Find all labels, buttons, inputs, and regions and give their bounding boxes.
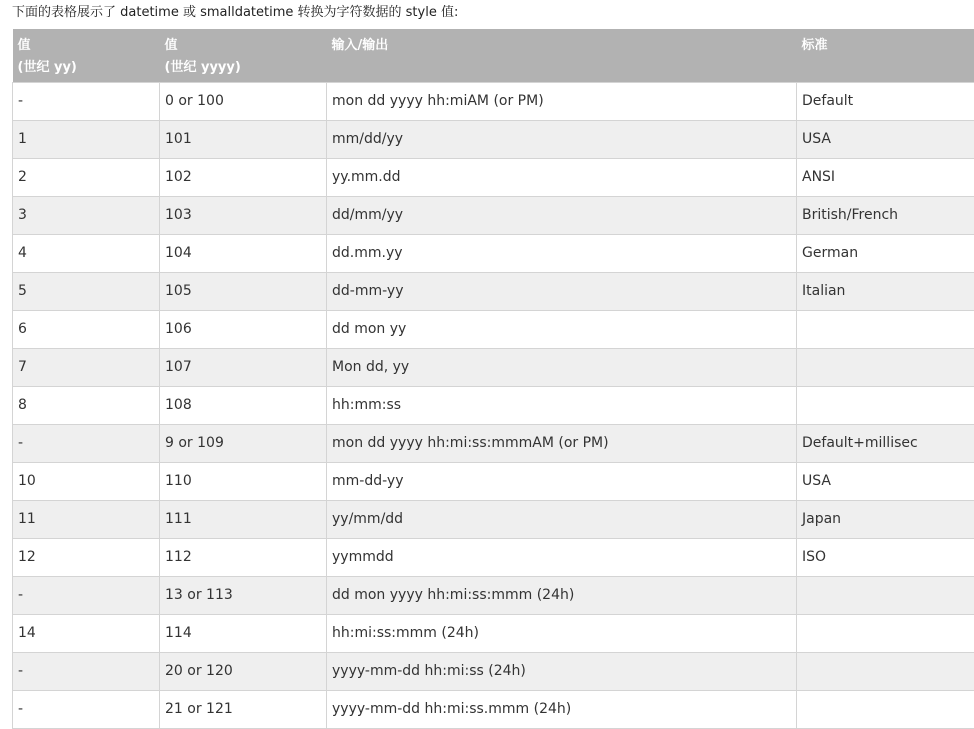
cell-input-output: Mon dd, yy <box>327 348 797 386</box>
cell-input-output: mm-dd-yy <box>327 462 797 500</box>
cell-century-yyyy: 104 <box>160 234 327 272</box>
cell-century-yyyy: 114 <box>160 614 327 652</box>
header-century-yyyy-line2: (世纪 yyyy) <box>164 60 241 75</box>
cell-century-yyyy: 105 <box>160 272 327 310</box>
cell-standard <box>797 348 974 386</box>
table-row <box>13 690 974 728</box>
cell-standard <box>797 652 974 690</box>
table-body <box>13 82 974 728</box>
cell-input-output: yy.mm.dd <box>327 158 797 196</box>
cell-century-yy: 11 <box>13 500 160 538</box>
cell-century-yyyy: 0 or 100 <box>160 82 327 120</box>
cell-century-yy: 14 <box>13 614 160 652</box>
table-row <box>13 348 974 386</box>
cell-century-yyyy: 103 <box>160 196 327 234</box>
header-century-yyyy <box>160 29 327 82</box>
header-input-output <box>327 29 797 82</box>
header-century-yyyy-line1: 值 <box>164 38 178 53</box>
cell-standard: German <box>797 234 974 272</box>
cell-century-yy: - <box>13 424 160 462</box>
table-row <box>13 272 974 310</box>
cell-century-yyyy: 112 <box>160 538 327 576</box>
cell-century-yy: 1 <box>13 120 160 158</box>
cell-input-output: hh:mm:ss <box>327 386 797 424</box>
cell-input-output: yymmdd <box>327 538 797 576</box>
cell-standard: ISO <box>797 538 974 576</box>
cell-century-yy: 5 <box>13 272 160 310</box>
cell-century-yy: 8 <box>13 386 160 424</box>
cell-century-yyyy: 102 <box>160 158 327 196</box>
cell-standard: Italian <box>797 272 974 310</box>
cell-century-yy: 2 <box>13 158 160 196</box>
header-row <box>13 29 974 82</box>
table-row <box>13 196 974 234</box>
cell-century-yy: - <box>13 690 160 728</box>
cell-century-yyyy: 20 or 120 <box>160 652 327 690</box>
cell-standard: British/French <box>797 196 974 234</box>
cell-century-yyyy: 106 <box>160 310 327 348</box>
header-century-yy <box>13 29 160 82</box>
cell-century-yy: - <box>13 652 160 690</box>
cell-century-yyyy: 111 <box>160 500 327 538</box>
cell-century-yy: 4 <box>13 234 160 272</box>
cell-century-yyyy: 107 <box>160 348 327 386</box>
cell-input-output: hh:mi:ss:mmm (24h) <box>327 614 797 652</box>
cell-standard: USA <box>797 120 974 158</box>
cell-standard <box>797 614 974 652</box>
table-row <box>13 424 974 462</box>
cell-input-output: dd mon yyyy hh:mi:ss:mmm (24h) <box>327 576 797 614</box>
table-row <box>13 120 974 158</box>
cell-input-output: yyyy-mm-dd hh:mi:ss.mmm (24h) <box>327 690 797 728</box>
header-century-yy-line2: (世纪 yy) <box>17 60 77 75</box>
cell-standard: Japan <box>797 500 974 538</box>
cell-input-output: dd/mm/yy <box>327 196 797 234</box>
intro-text: 下面的表格展示了 datetime 或 smalldatetime 转换为字符数据的 style 值: <box>12 5 459 20</box>
cell-century-yy: 6 <box>13 310 160 348</box>
cell-input-output: mon dd yyyy hh:miAM (or PM) <box>327 82 797 120</box>
cell-standard: USA <box>797 462 974 500</box>
cell-standard <box>797 576 974 614</box>
header-standard-line1: 标准 <box>801 38 828 53</box>
cell-century-yyyy: 108 <box>160 386 327 424</box>
cell-standard: Default <box>797 82 974 120</box>
cell-standard: Default+millisec <box>797 424 974 462</box>
table-row <box>13 538 974 576</box>
cell-standard <box>797 386 974 424</box>
table-row <box>13 386 974 424</box>
cell-century-yyyy: 21 or 121 <box>160 690 327 728</box>
table-row <box>13 82 974 120</box>
cell-input-output: dd-mm-yy <box>327 272 797 310</box>
style-table <box>12 29 974 729</box>
table-row <box>13 158 974 196</box>
cell-input-output: yyyy-mm-dd hh:mi:ss (24h) <box>327 652 797 690</box>
table-row <box>13 652 974 690</box>
table-row <box>13 234 974 272</box>
cell-input-output: dd mon yy <box>327 310 797 348</box>
cell-century-yyyy: 13 or 113 <box>160 576 327 614</box>
header-input-output-line1: 输入/输出 <box>331 38 389 53</box>
table-row <box>13 310 974 348</box>
cell-standard <box>797 310 974 348</box>
table-row <box>13 462 974 500</box>
header-standard <box>797 29 974 82</box>
cell-standard: ANSI <box>797 158 974 196</box>
cell-century-yy: 7 <box>13 348 160 386</box>
cell-input-output: mm/dd/yy <box>327 120 797 158</box>
table-header <box>13 29 974 82</box>
cell-century-yyyy: 110 <box>160 462 327 500</box>
cell-input-output: yy/mm/dd <box>327 500 797 538</box>
cell-century-yy: - <box>13 82 160 120</box>
table-row <box>13 500 974 538</box>
cell-century-yyyy: 101 <box>160 120 327 158</box>
cell-input-output: mon dd yyyy hh:mi:ss:mmmAM (or PM) <box>327 424 797 462</box>
table-row <box>13 576 974 614</box>
cell-century-yy: 10 <box>13 462 160 500</box>
table-row <box>13 614 974 652</box>
cell-century-yy: 3 <box>13 196 160 234</box>
cell-standard <box>797 690 974 728</box>
cell-century-yy: 12 <box>13 538 160 576</box>
cell-input-output: dd.mm.yy <box>327 234 797 272</box>
cell-century-yyyy: 9 or 109 <box>160 424 327 462</box>
header-century-yy-line1: 值 <box>17 38 31 53</box>
cell-century-yy: - <box>13 576 160 614</box>
